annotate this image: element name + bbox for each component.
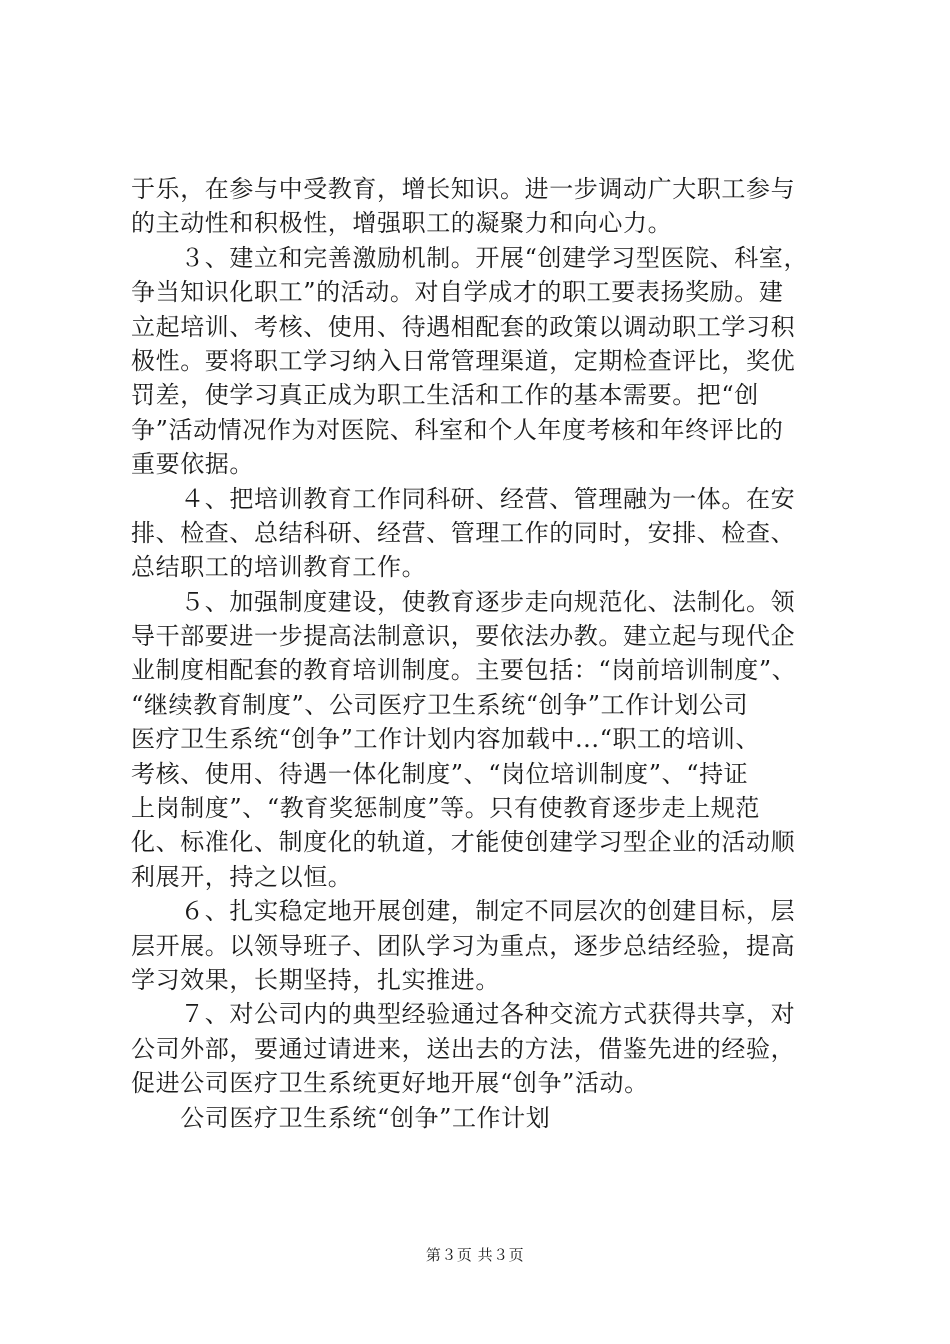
text-line: 业制度相配套的教育培训制度。主要包括：“岗前培训制度”、 [131,656,797,685]
text-line: 学习效果，长期坚持，扎实推进。 [131,965,500,994]
text-line: ５、加强制度建设，使教育逐步走向规范化、法制化。领 [131,587,796,616]
text-line: ６、扎实稳定地开展创建，制定不同层次的创建目标，层 [131,897,796,926]
text-line: 重要依据。 [131,450,254,479]
text-line: 总结职工的培训教育工作。 [131,553,427,582]
text-line: 考核、使用、待遇一体化制度”、“岗位培训制度”、“持证 [131,759,749,788]
text-line: 争”活动情况作为对医院、科室和个人年度考核和年终评比的 [131,415,784,444]
page-number-footer: 第３页 共３页 [425,1246,525,1264]
text-line: 排、检查、总结科研、经营、管理工作的同时，安排、检查、 [131,518,796,547]
text-line: 公司医疗卫生系统“创争”工作计划 [131,1103,551,1132]
text-line: 促进公司医疗卫生系统更好地开展“创争”活动。 [131,1069,649,1098]
text-line: 上岗制度”、“教育奖惩制度”等。只有使教育逐步走上规范 [131,794,761,823]
text-line: 立起培训、考核、使用、待遇相配套的政策以调动职工学习积 [131,312,796,341]
document-body [131,172,831,1135]
text-line: 利展开，持之以恒。 [131,862,353,891]
text-line: 争当知识化职工”的活动。对自学成才的职工要表扬奖励。建 [131,278,784,307]
text-line: 极性。要将职工学习纳入日常管理渠道，定期检查评比，奖优 [131,346,796,375]
text-line: ４、把培训教育工作同科研、经营、管理融为一体。在安 [131,484,796,513]
text-line: ７、对公司内的典型经验通过各种交流方式获得共享，对 [131,1000,796,1029]
text-line: 医疗卫生系统“创争”工作计划内容加载中...“职工的培训、 [131,725,761,754]
text-line: “继续教育制度”、公司医疗卫生系统“创争”工作计划公司 [131,690,749,719]
text-line: 罚差，使学习真正成为职工生活和工作的基本需要。把“创 [131,381,759,410]
text-line: 公司外部，要通过请进来，送出去的方法，借鉴先进的经验， [131,1034,796,1063]
text-line: 的主动性和积极性，增强职工的凝聚力和向心力。 [131,209,673,238]
text-line: 导干部要进一步提高法制意识，要依法办教。建立起与现代企 [131,622,796,651]
text-line: 化、标准化、制度化的轨道，才能使创建学习型企业的活动顺 [131,828,796,857]
text-line: 层开展。以领导班子、团队学习为重点，逐步总结经验，提高 [131,931,796,960]
text-line: 于乐，在参与中受教育，增长知识。进一步调动广大职工参与 [131,175,796,203]
text-line: ３、建立和完善激励机制。开展“创建学习型医院、科室， [131,243,809,272]
